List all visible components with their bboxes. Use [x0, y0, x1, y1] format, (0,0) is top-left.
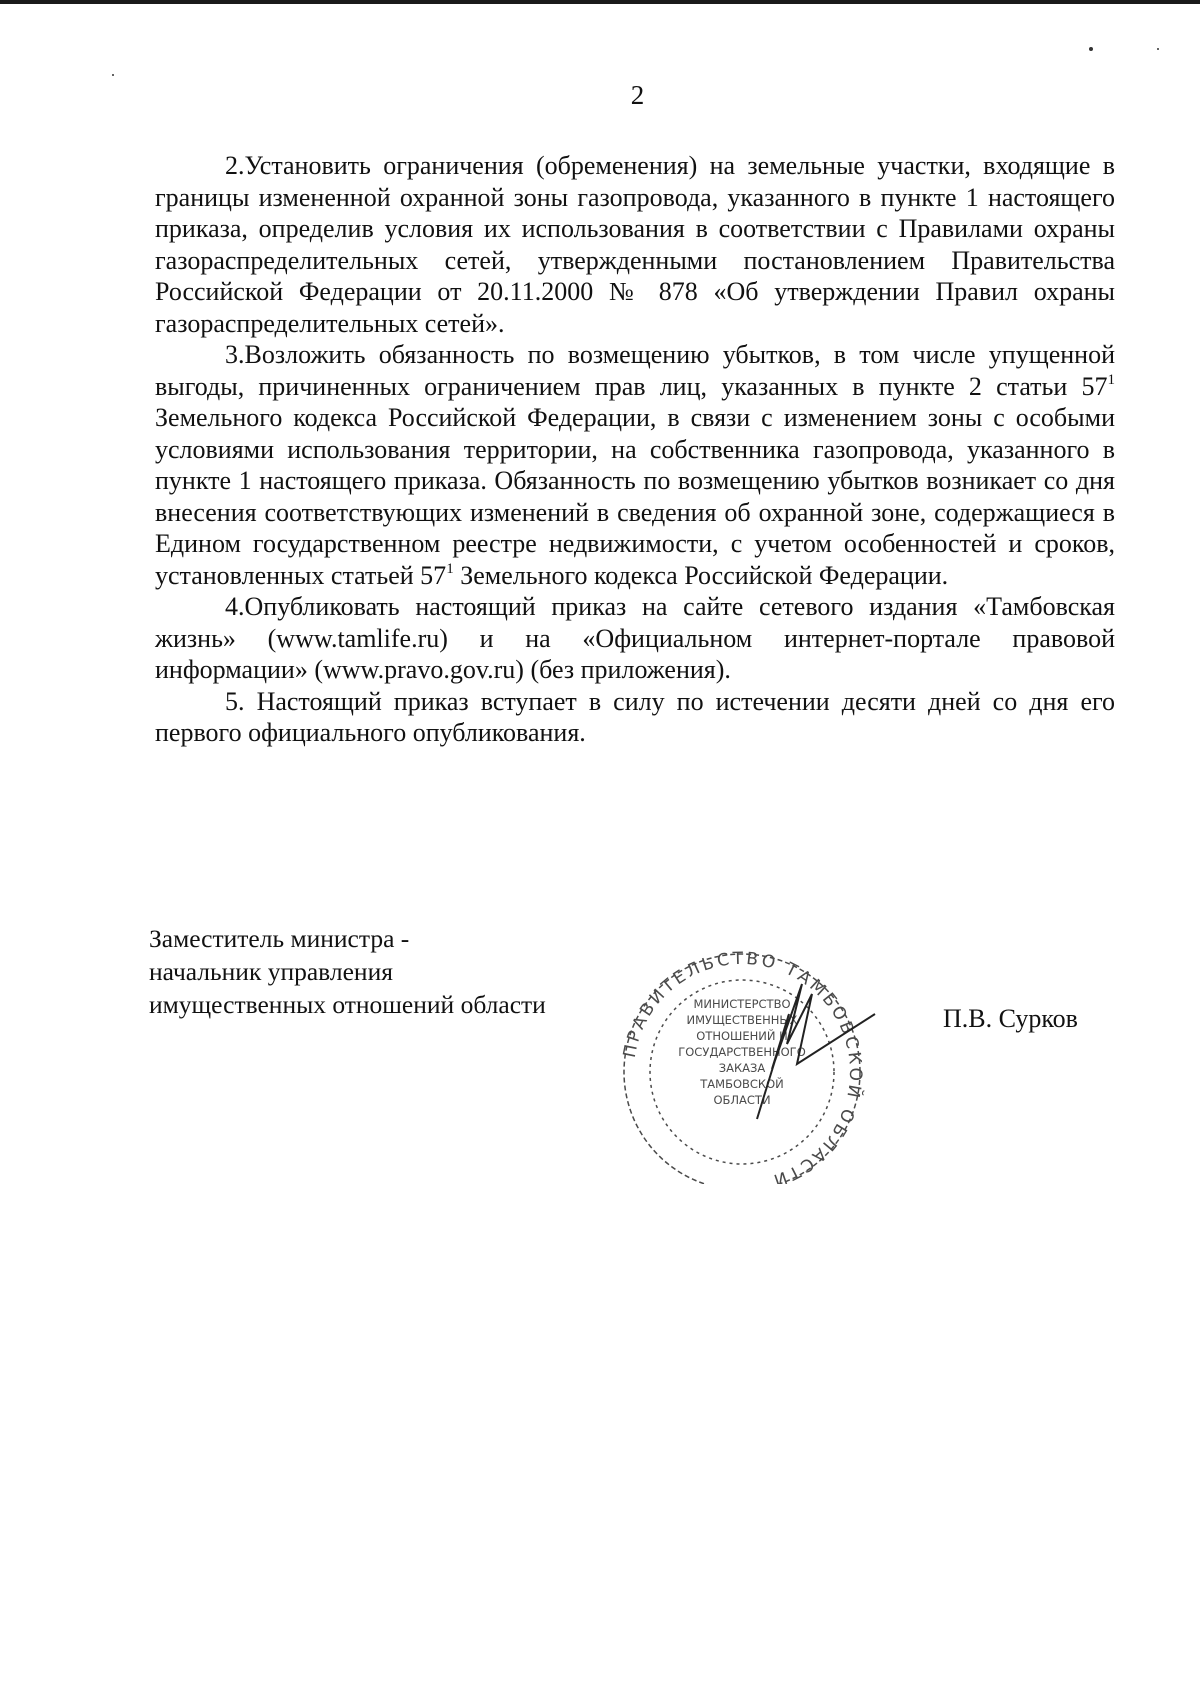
- seal-inner-line: ОБЛАСТИ: [713, 1093, 771, 1107]
- paragraph-number: 4.: [225, 592, 245, 621]
- paragraph-text: Установить ограничения (обременения) на земельные участки, входящие в границы измененной охранной зоны газопровода, указанного в пункте 1 настоящего приказа, определив условия их использования в соответствии с Правилами охраны газораспределительных сетей, утвержденными постановлением Правительства Российской Федерации от 20.11.2000 № 878 «Об утверждении Правил охраны газораспределительных сетей».: [155, 151, 1115, 338]
- seal-outer-text: ПРАВИТЕЛЬСТВО ТАМБОВСКОЙ ОБЛАСТИ: [619, 948, 866, 1184]
- paragraph-number: 3.: [225, 340, 245, 369]
- scan-speck: [112, 74, 114, 76]
- position-line-1: Заместитель министра -: [149, 924, 410, 953]
- seal-inner-line: ГОСУДАРСТВЕННОГО: [678, 1045, 806, 1059]
- seal-inner-line: ОТНОШЕНИЙ И: [696, 1029, 788, 1043]
- official-seal: [607, 944, 877, 1184]
- paragraph: [155, 150, 1115, 339]
- paragraph-number: 2.: [225, 151, 245, 180]
- seal-inner-line: МИНИСТЕРСТВО: [693, 997, 791, 1011]
- paragraph-text: Земельного кодекса Российской Федерации.: [453, 560, 949, 590]
- page-number: 2: [630, 80, 645, 110]
- paragraph-text: Опубликовать настоящий приказ на сайте сетевого издания «Тамбовская жизнь» (www.tamlife.ru) и на «Официальном интернет-портале правовой информации» (www.pravo.gov.ru) (без приложения).: [155, 592, 1115, 684]
- scan-speck: [1089, 47, 1093, 51]
- position-line-2: начальник управления: [149, 957, 393, 986]
- signatory-position: [149, 922, 546, 1021]
- signatory-name: П.В. Сурков: [943, 1004, 1078, 1033]
- superscript: 1: [446, 560, 454, 577]
- scan-top-border: [0, 0, 1200, 4]
- paragraph-text: Настоящий приказ вступает в силу по истечении десяти дней со дня его первого официального опубликования.: [155, 686, 1115, 747]
- seal-inner-line: ТАМБОВСКОЙ: [700, 1077, 784, 1091]
- seal-inner-line: ИМУЩЕСТВЕННЫХ: [686, 1013, 798, 1027]
- paragraph-text: Земельного кодекса Российской Федерации, в связи с изменением зоны с особыми условиями использования территории, на собственника газопровода, указанного в пункте 1 настоящего приказа. Обязанность по возмещению убытков возникает со дня внесения соответствующих изменений в сведения об охранной зоне, содержащиеся в Едином государственном реестре недвижимости, с учетом особенностей и сроков, установленных статьей 57: [155, 403, 1115, 590]
- paragraph-text: Возложить обязанность по возмещению убытков, в том числе упущенной выгоды, причиненных ограничением прав лиц, указанных в пункте 2 статьи 57: [155, 340, 1115, 401]
- document-body: [155, 150, 1115, 749]
- position-line-3: имущественных отношений области: [149, 990, 546, 1019]
- paragraph-number: 5.: [225, 686, 257, 716]
- seal-inner-line: ЗАКАЗА: [718, 1061, 766, 1075]
- paragraph: [155, 591, 1115, 686]
- superscript: 1: [1107, 371, 1115, 388]
- paragraph: [155, 686, 1115, 749]
- paragraph: [155, 339, 1115, 591]
- scan-speck: [1157, 48, 1159, 50]
